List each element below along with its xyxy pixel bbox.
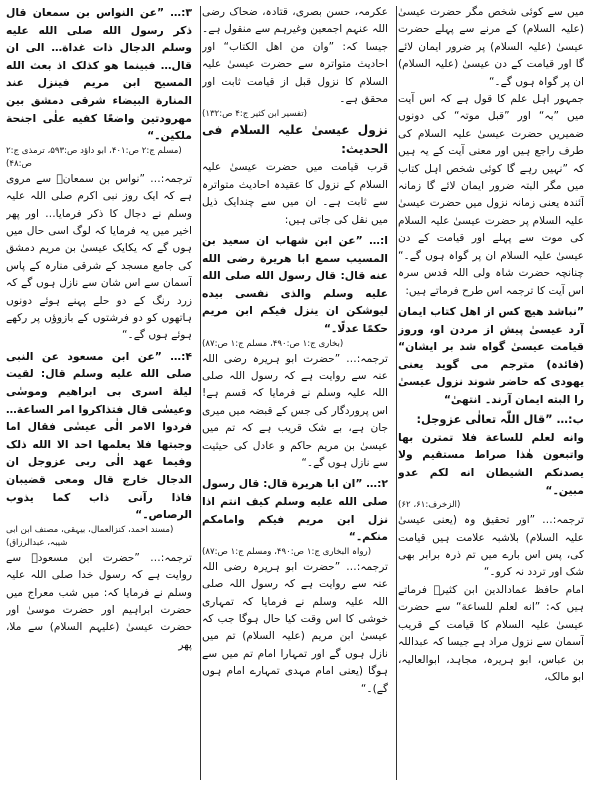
hadith-text: ا:… ”عن ابن شهاب ان سعید بن المسیب سمع ابا هریرة رضی الله عنه قال: قال رسول الله صلی الله علیه وسلم والذی نفسی بیده لیوشکن ان ینزل فیکم ابن مریم حکمًا عدلًا۔“ <box>202 234 388 336</box>
left-column <box>6 4 192 782</box>
translation: ترجمہ:… ”اور تحقیق وہ (یعنی عیسیٰ علیہ السلام) بلاشبہ علامت ہیں قیامت کی، پس اس بارے میں تم ذرہ برابر بھی شک اور تردد نہ کرو۔“ <box>398 514 584 579</box>
reference: (مسلم ج:۲ ص:۴۰۱، ابو داؤد ص:۵۹۳، ترمذی ج:۲ ص:۴۸) <box>6 145 182 169</box>
column-divider <box>200 6 201 780</box>
subheading: ب:… ”قال اللّٰہ تعالٰی عزوجل: <box>416 412 584 427</box>
section-heading: نزول عیسیٰ علیہ السلام فی الحدیث: <box>202 123 388 157</box>
right-column <box>398 4 584 782</box>
translation: ترجمہ:… ”حضرت ابو ہریرہ رضی اللہ عنہ سے روایت ہے کہ رسول اللہ صلی اللہ علیہ وسلم نے فرمایا کہ قسم ہے! اس پروردگار کی جس کے قبضہ میں میری جان ہے، بے شک قریب ہے کہ تم میں عیسیٰ بن مریم حاکم و عادل کی حیثیت سے نازل ہوں گے۔“ <box>202 352 388 470</box>
reference: (مسند احمد، کنزالعمال، بیہقی، مصنف ابن ابی شیبہ، عبدالرزاق) <box>6 524 174 548</box>
paragraph: جمہور اہل علم کا قول ہے کہ اس آیت میں ”بہ“ اور ”قبل موتہ“ کی دونوں ضمیریں حضرت عیسیٰ علیہ السلام کی طرف راجع ہیں اور معنی آیت کے یہ ہیں کہ ”نہیں رہے گا کوئی شخص اہل کتاب میں مگر البتہ ضرور ایمان لائے گا زمانہ آئندہ یعنی زمانہ نزول میں حضرت عیسیٰ علیہ السلام پر حضرت عیسیٰ علیہ السلام کی موت سے پہلے اور قیامت کے دن عیسیٰ علیہ السلام ان پر گواہ ہوں گے۔“ چنانچہ حضرت شاہ ولی اللہ قدس سرہ اس آیت کا ترجمہ اس طرح فرماتے ہیں: <box>398 93 584 297</box>
paragraph: قرب قیامت میں حضرت عیسیٰ علیہ السلام کے نزول کا عقیدہ احادیث متواترہ سے ثابت ہے۔ ان میں سے چندایک ذیل میں نقل کی جاتی ہیں: <box>202 161 388 226</box>
paragraph: امام حافظ عمادالدین ابن کثیرؒ فرماتے ہیں کہ: ”انه لعلم للساعة“ سے حضرت عیسیٰ علیہ السلام کا قیامت کے قریب آسمان سے نزول مراد ہے جیسا کہ عبداللہ بن عباس، ابو ہریرہ، مجاہد، ابوالعالیہ، ابو مالک، <box>398 583 584 683</box>
verse-reference: (الزخرف:۶۱، ۶۲) <box>398 500 461 511</box>
hadith-text: ۲:… ”ان ابا هریرة قال: قال رسول صلی الله علیه وسلم کیف انتم اذا نزل ابن مریم فیکم وامامکم منکم۔“ <box>202 477 388 544</box>
column-divider <box>396 6 397 780</box>
translation: ترجمہ:… ”نواس بن سمعانؓ سے مروی ہے کہ ایک روز نبی اکرم صلی اللہ علیہ وسلم نے دجال کا ذکر فرمایا… اور پھر اخیر میں یہ فرمایا کہ لوگ اسی حال میں ہوں گے کہ یکایک عیسیٰ بن مریم دمشق کی جامع مسجد کے شرقی منارہ کے پاس آسمان سے اس شان سے نازل ہوں گے کہ زرد رنگ کے دو حلے پہنے ہوئے دونوں ہاتھوں کو دو فرشتوں کے بازوؤں پر رکھے ہوئے ہوں گے۔“ <box>6 172 192 342</box>
translation: ترجمہ:… ”حضرت ابن مسعودؓ سے روایت ہے کہ رسول خدا صلی اللہ علیہ وسلم نے فرمایا کہ: میں شب معراج میں حضرت ابراہیم اور حضرت موسیٰ اور حضرت عیسیٰ (علیہم السلام) سے ملا، پھر <box>6 551 192 651</box>
book-page <box>6 4 584 782</box>
reference: (تفسیر ابن کثیر ج:۴ ص:۱۳۲) <box>202 109 307 120</box>
hadith-text: ۴:… ”عن ابن مسعود عن النبی صلی الله علیه وسلم قال: لقیت لیلة اسری بی ابراهیم وموسٰی وعیسٰی قال فتذاکروا امر الساعة… فردوا الامر الٰی عیسٰی فقال اما وجبتها فلا یعلمها احد الا الله ذلک وفیما عهد الٰی ربی عزوجل ان الدجال خارج قال ومعی قضیبان فاذا رآنی ذاب کما یذوب الرصاص۔“ <box>6 349 192 522</box>
translation: ترجمہ:… ”حضرت ابو ہریرہ رضی اللہ عنہ سے روایت ہے کہ رسول اللہ صلی اللہ علیہ وسلم نے فرمایا کہ تمہاری خوشی کا اس وقت کیا حال ہوگا جب کہ عیسیٰ ابن مریم (علیہ السلام) تم میں نازل ہوں گے اور تمہارا امام تم میں سے ہوگا (یعنی امام مہدی تمہارے امام ہوں گے)۔“ <box>202 560 388 695</box>
reference: (رواہ البخاری ج:۱ ص:۴۹۰، ومسلم ج:۱ ص:۸۷) <box>202 546 372 557</box>
paragraph: عکرمہ، حسن بصری، قتادہ، ضحاک رضی اللہ عنہم اجمعین وغیرہم سے منقول ہے۔ جیسا کہ: ”وان من اهل الکتاب“ اور احادیث متواترہ سے حضرت عیسیٰ علیہ السلام کا نزول قبل از قیامت ثابت اور محقق ہے۔ <box>202 6 388 106</box>
middle-column <box>202 4 388 782</box>
reference: (بخاری ج:۱ ص:۴۹۰، مسلم ج:۱ ص:۸۷) <box>202 338 344 349</box>
persian-quote: ”نباشد هیچ کس از اهل کتاب ایمان آرد عیسیٰ پیش از مردن او، وروز قیامت عیسیٰ گواه شد بر ایشان“ (فائدہ) مترجم می گوید یعنی یهودی که حاضر شوند نزول عیسیٰ را البته ایمان آرند۔ انتهیٰ“ <box>398 304 584 406</box>
paragraph: میں سے کوئی شخص مگر حضرت عیسیٰ (علیہ السلام) کے مرنے سے پہلے حضرت عیسیٰ (علیہ السلام) پر ضرور ایمان لائے گا اور قیامت کے دن عیسیٰ (علیہ السلام) ان پر گواہ ہوں گے۔“ <box>398 6 584 88</box>
hadith-text: ۳:… ”عن النواس بن سمعان قال ذکر رسول الله صلی الله علیه وسلم الدجال ذات غداة… الی ان قال… فبینما هو کذلک اذ بعث الله المسیح ابن مریم فینزل عند المنارة البیضاء شرقی دمشق بین مهرودتین واضعًا کفیه علٰی اجنحة ملکین۔“ <box>6 6 192 143</box>
quran-verse: وانه لعلم للساعة فلا تمترن بها واتبعون هٰذا صراط مستقیم ولا یصدنکم الشیطان انه لکم عدو مبین۔“ <box>398 430 584 497</box>
